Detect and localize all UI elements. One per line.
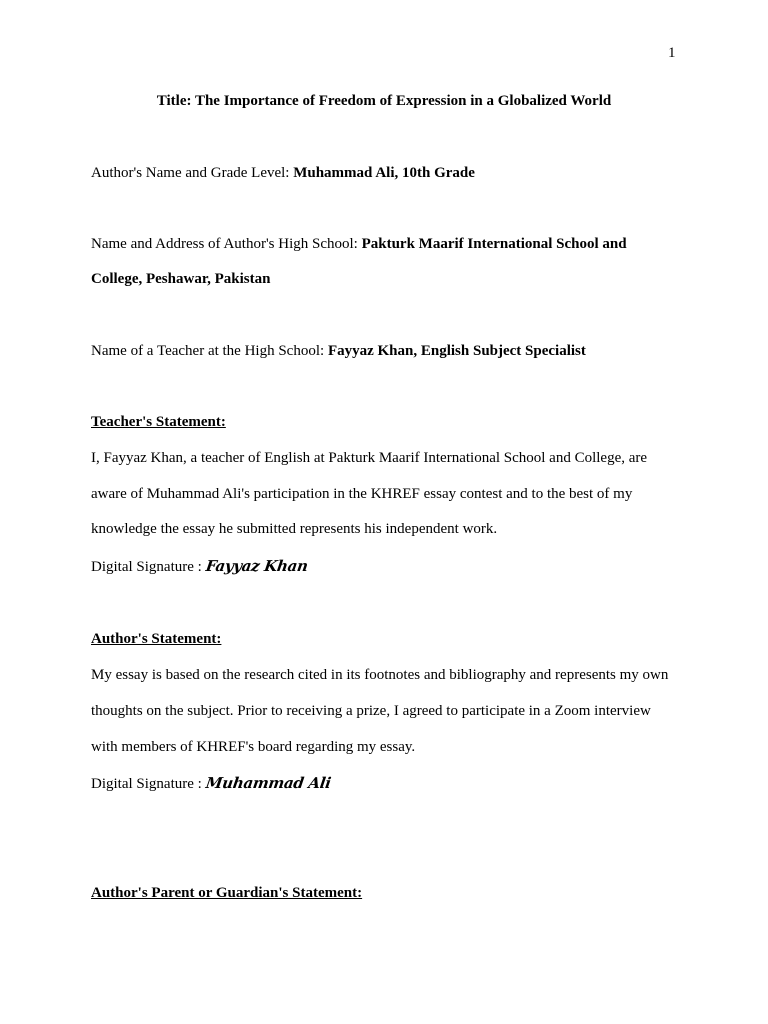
teacher-line bbox=[91, 343, 586, 360]
teacher-statement-line: I, Fayyaz Khan, a teacher of English at Pakturk Maarif International School and College, are bbox=[91, 450, 648, 466]
teacher-label: Name of a Teacher at the High School: bbox=[91, 343, 328, 359]
author-signature-label: Digital Signature : bbox=[91, 776, 206, 792]
author-signature: Muhammad Ali bbox=[204, 774, 332, 792]
author-line bbox=[91, 165, 475, 182]
teacher-statement-line: knowledge the essay he submitted represents his independent work. bbox=[91, 521, 498, 537]
teacher-signature-label: Digital Signature : bbox=[91, 559, 206, 575]
school-label: Name and Address of Author's High School: bbox=[91, 236, 362, 252]
author-statement-heading: Author's Statement: bbox=[91, 631, 222, 647]
author-statement-line: with members of KHREF's board regarding my essay. bbox=[91, 739, 416, 755]
author-signature-line bbox=[91, 774, 330, 793]
school-value-1: Pakturk Maarif International School and bbox=[361, 236, 627, 252]
teacher-statement-heading: Teacher's Statement: bbox=[91, 414, 226, 430]
page-number: 1 bbox=[668, 45, 676, 61]
author-label: Author's Name and Grade Level: bbox=[91, 165, 294, 181]
school-line-1 bbox=[91, 236, 627, 253]
author-statement-line: thoughts on the subject. Prior to receiving a prize, I agreed to participate in a Zoom interview bbox=[91, 703, 651, 719]
teacher-signature: Fayyaz Khan bbox=[204, 557, 309, 575]
teacher-value: Fayyaz Khan, English Subject Specialist bbox=[327, 343, 586, 359]
author-value: Muhammad Ali, 10th Grade bbox=[293, 165, 475, 181]
teacher-signature-line bbox=[91, 557, 307, 576]
author-statement-line: My essay is based on the research cited in its footnotes and bibliography and represents my own bbox=[91, 667, 669, 683]
guardian-statement-heading: Author's Parent or Guardian's Statement: bbox=[91, 885, 363, 901]
school-value-2: College, Peshawar, Pakistan bbox=[91, 271, 271, 287]
document-title: Title: The Importance of Freedom of Expression in a Globalized World bbox=[156, 93, 612, 109]
teacher-statement-line: aware of Muhammad Ali's participation in the KHREF essay contest and to the best of my bbox=[91, 486, 633, 502]
